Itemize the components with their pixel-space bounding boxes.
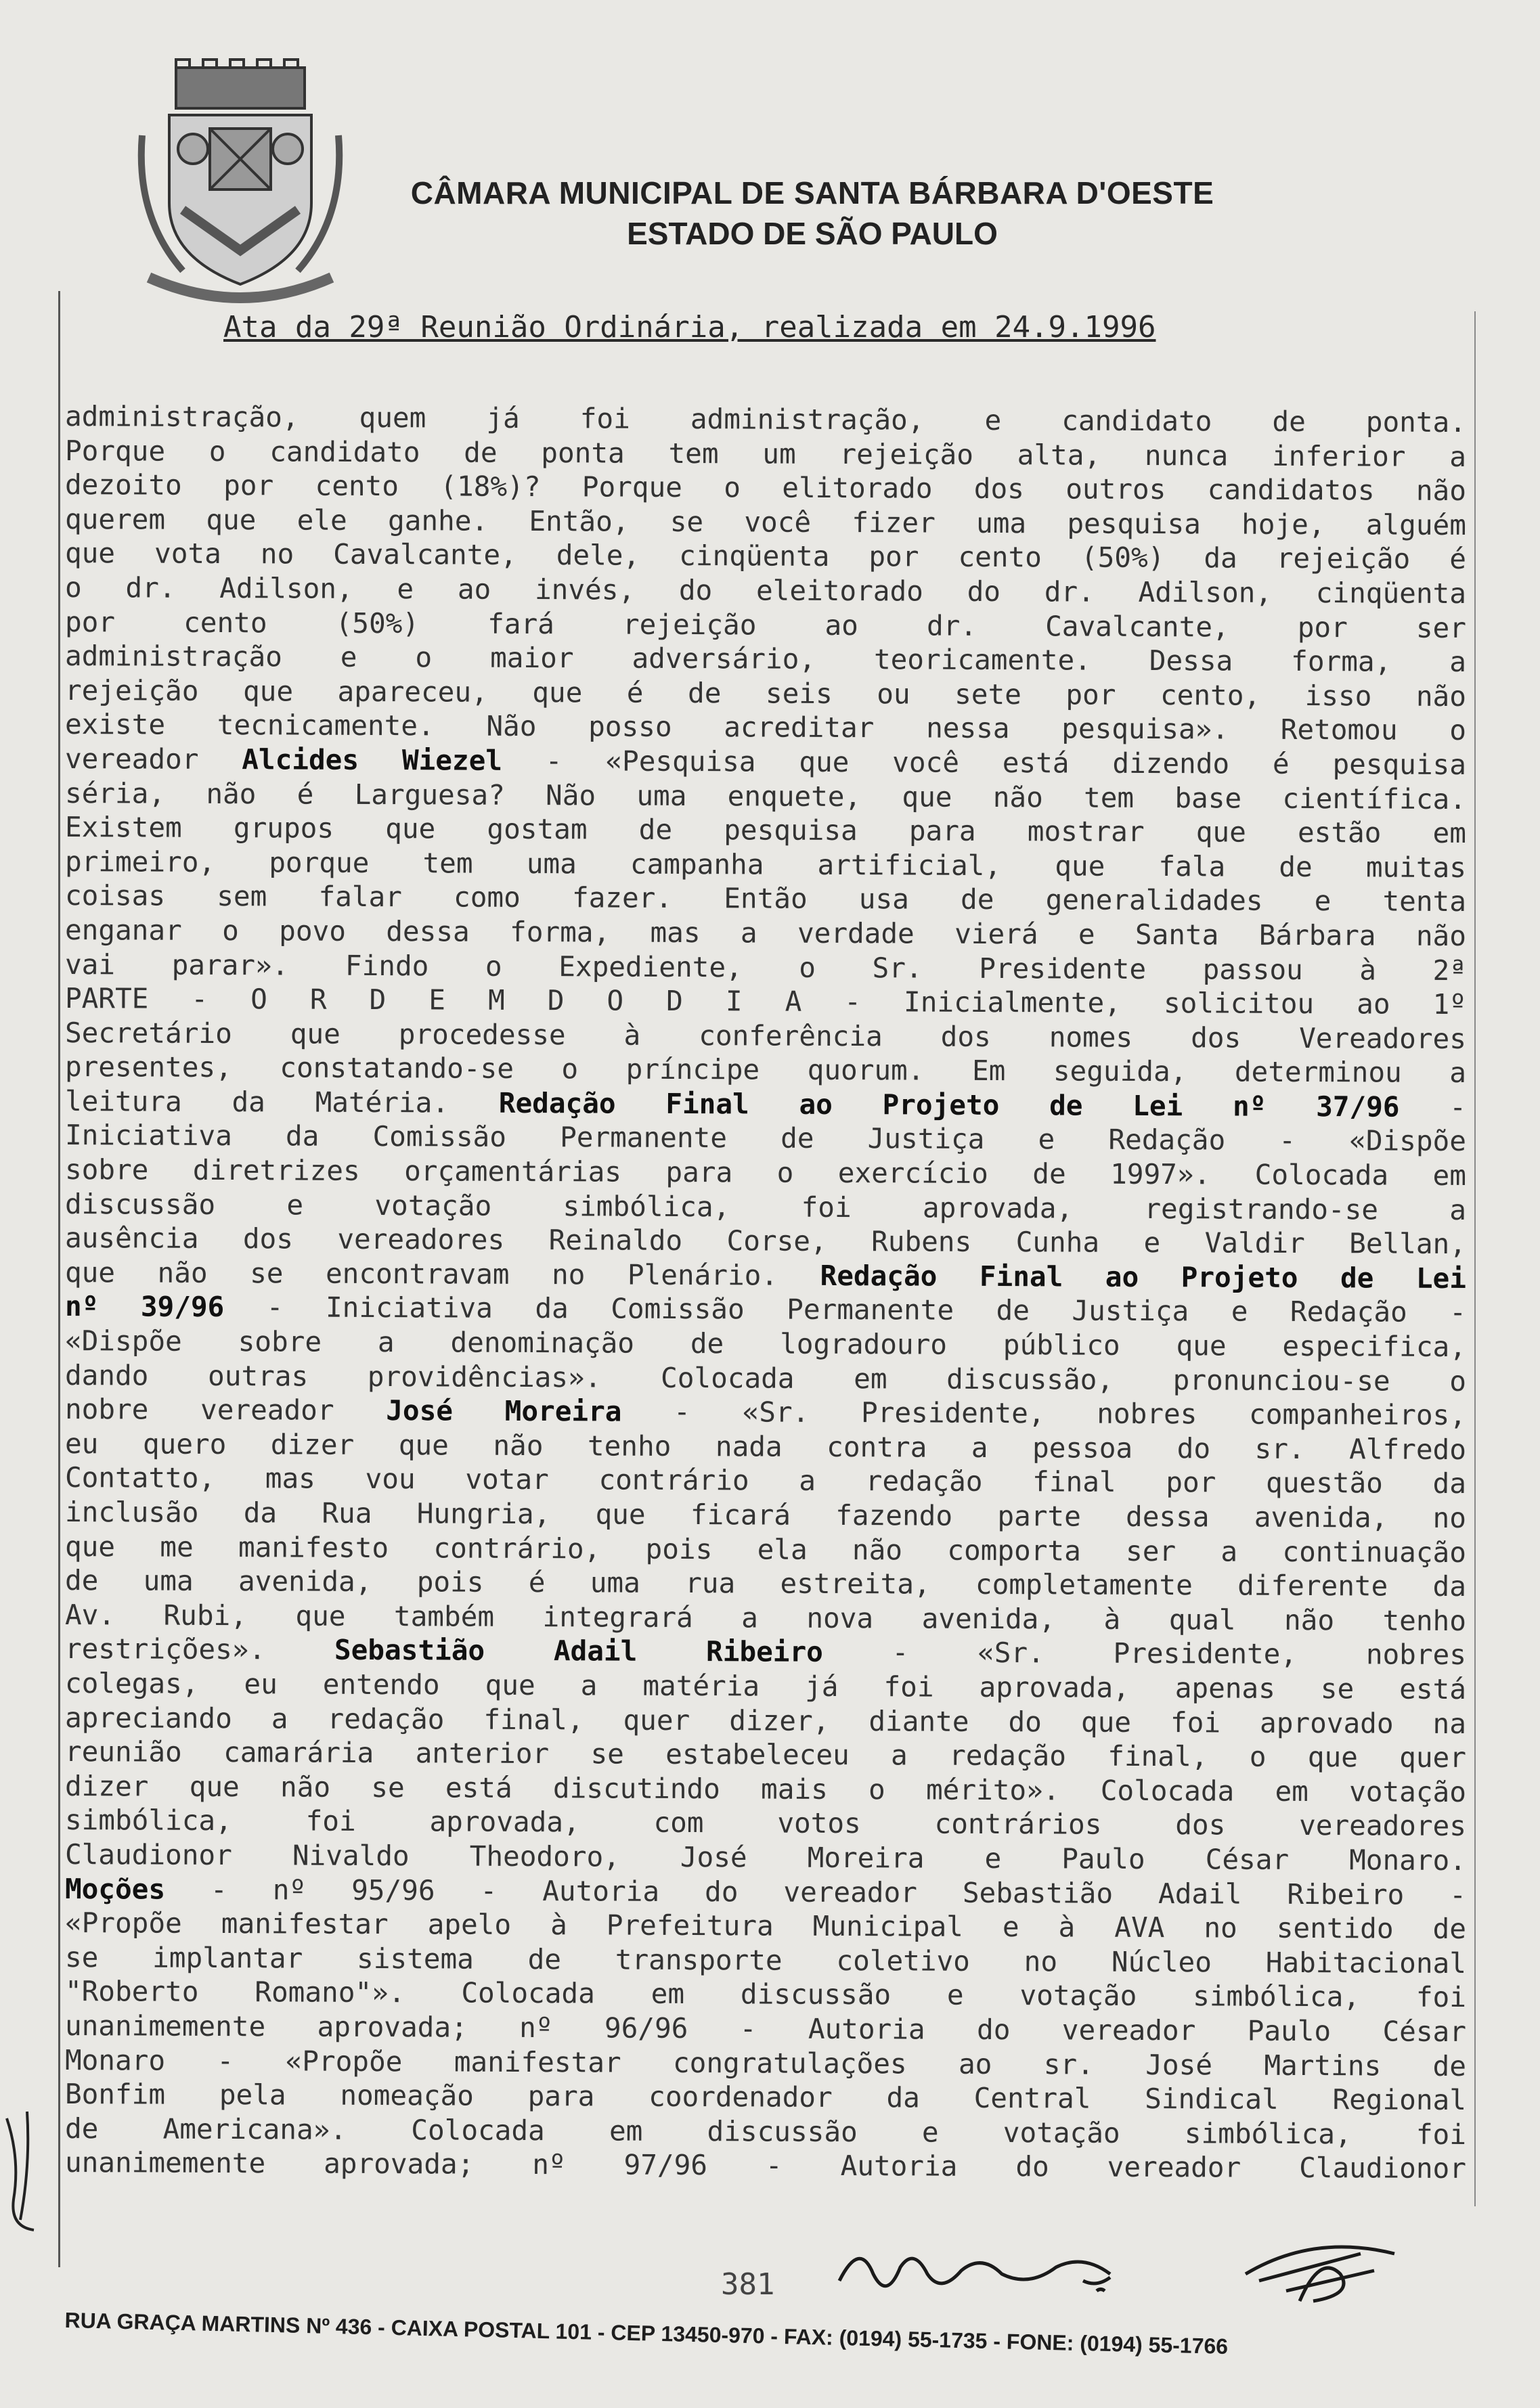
state-name: ESTADO DE SÃO PAULO bbox=[627, 216, 998, 251]
text-line bbox=[65, 742, 1466, 782]
text-segment: que vota no Cavalcante, dele, cinqüenta por cento (50%) da rejeição é bbox=[64, 537, 1467, 576]
text-line bbox=[65, 605, 1466, 646]
text-segment: rejeição que apareceu, que é de seis ou sete por cento, isso não bbox=[64, 673, 1467, 713]
text-line bbox=[65, 1803, 1466, 1844]
text-line bbox=[65, 2009, 1466, 2049]
text-segment: reunião camarária anterior se estabeleceu a redação final, o que quer bbox=[64, 1735, 1467, 1775]
text-line bbox=[65, 913, 1466, 954]
text-line bbox=[65, 1153, 1466, 1193]
text-segment: restrições». bbox=[64, 1632, 335, 1667]
text-segment: de uma avenida, pois é uma rua estreita, completamente diferente da bbox=[64, 1564, 1467, 1603]
institution-name: CÂMARA MUNICIPAL DE SANTA BÁRBARA D'OESTE bbox=[410, 175, 1214, 210]
text-segment: Porque o candidato de ponta tem um rejeição alta, nunca inferior a bbox=[64, 434, 1467, 473]
text-segment: - nº 95/96 - Autoria do vereador Sebastião Adail Ribeiro - bbox=[165, 1873, 1467, 1911]
text-segment: dando outras providências». Colocada em discussão, pronunciou-se o bbox=[64, 1358, 1467, 1398]
footer-address bbox=[65, 2301, 1487, 2382]
text-line bbox=[65, 1530, 1466, 1570]
text-line bbox=[65, 1461, 1466, 1501]
text-segment: - bbox=[1399, 1090, 1467, 1123]
text-line bbox=[65, 1906, 1466, 1946]
text-segment: por cento (50%) fará rejeição ao dr. Cavalcante, por ser bbox=[64, 605, 1467, 644]
text-segment: sobre diretrizes orçamentárias para o exercício de 1997». Colocada em bbox=[64, 1153, 1467, 1192]
text-segment: existe tecnicamente. Não posso acreditar nessa pesquisa». Retomou o bbox=[64, 708, 1467, 747]
text-segment: de Americana». Colocada em discussão e votação simbólica, foi bbox=[64, 2112, 1467, 2151]
text-segment: inclusão da Rua Hungria, que ficará fazendo parte dessa avenida, no bbox=[64, 1496, 1467, 1535]
text-segment: ausência dos vereadores Reinaldo Corse, Rubens Cunha e Valdir Bellan, bbox=[64, 1222, 1467, 1261]
text-line bbox=[65, 2043, 1466, 2084]
text-segment: leitura da Matéria. bbox=[64, 1084, 499, 1119]
footer-address-text: RUA GRAÇA MARTINS Nº 436 - CAIXA POSTAL 101 - CEP 13450-970 - FAX: (0194) 55-1735 - FONE: (0194) 55-1766 bbox=[64, 2308, 1229, 2359]
text-segment: - Iniciativa da Comissão Permanente de Justiça e Redação - bbox=[224, 1291, 1467, 1329]
text-line bbox=[65, 981, 1466, 1022]
page-number: 381 bbox=[721, 2267, 775, 2302]
margin-initials-mark bbox=[0, 2105, 54, 2233]
text-segment: coisas sem falar como fazer. Então usa de generalidades e tenta bbox=[64, 879, 1467, 918]
bold-heading: Redação Final ao Projeto de Lei nº 37/96 bbox=[498, 1086, 1400, 1123]
text-line bbox=[65, 1050, 1466, 1090]
text-segment: enganar o povo dessa forma, mas a verdade vierá e Santa Bárbara não bbox=[64, 913, 1467, 952]
text-line bbox=[65, 1358, 1466, 1399]
text-line bbox=[65, 1563, 1466, 1604]
text-segment: Av. Rubi, que também integrará a nova avenida, à qual não tenho bbox=[64, 1598, 1467, 1637]
text-segment: administração e o maior adversário, teoricamente. Dessa forma, a bbox=[64, 640, 1467, 679]
text-segment: Bonfim pela nomeação para coordenador da Central Sindical Regional bbox=[64, 2078, 1467, 2117]
text-segment: - «Pesquisa que você está dizendo é pesquisa bbox=[502, 744, 1467, 781]
right-margin-rule bbox=[1474, 311, 1476, 2206]
text-segment: unanimemente aprovada; nº 97/96 - Autoria do vereador Claudionor bbox=[64, 2146, 1467, 2185]
text-line bbox=[65, 1974, 1466, 2015]
text-line bbox=[65, 810, 1466, 851]
text-segment: eu quero dizer que não tenho nada contra a pessoa do sr. Alfredo bbox=[64, 1427, 1467, 1466]
text-segment: Contatto, mas vou votar contrário a redação final por questão da bbox=[64, 1461, 1467, 1500]
text-line bbox=[65, 776, 1466, 817]
coat-of-arms-seal bbox=[129, 54, 352, 311]
bold-heading: Redação Final ao Projeto de Lei bbox=[820, 1259, 1467, 1295]
text-line bbox=[65, 1221, 1466, 1262]
bold-heading: José Moreira bbox=[386, 1394, 622, 1428]
text-line bbox=[65, 434, 1466, 474]
text-segment: unanimemente aprovada; nº 96/96 - Autoria do vereador Paulo César bbox=[64, 2009, 1467, 2048]
text-line bbox=[65, 399, 1466, 440]
text-line bbox=[65, 1392, 1466, 1433]
text-line bbox=[65, 1187, 1466, 1228]
text-segment: vereador bbox=[64, 742, 242, 776]
text-segment: Claudionor Nivaldo Theodoro, José Moreira e Paulo César Monaro. bbox=[64, 1837, 1467, 1877]
text-segment: que não se encontravam no Plenário. bbox=[64, 1255, 820, 1292]
institution-heading bbox=[406, 175, 1218, 252]
text-line bbox=[65, 1632, 1466, 1672]
text-segment: - «Sr. Presidente, nobres bbox=[822, 1636, 1467, 1672]
text-line bbox=[65, 468, 1466, 508]
text-line bbox=[65, 536, 1466, 577]
text-segment: nobre vereador bbox=[64, 1393, 387, 1427]
text-segment: dizer que não se está discutindo mais o mérito». Colocada em votação bbox=[64, 1769, 1467, 1808]
text-line bbox=[65, 1735, 1466, 1775]
text-line bbox=[65, 878, 1466, 919]
bold-heading: Alcides Wiezel bbox=[242, 743, 503, 777]
text-segment: que me manifesto contrário, pois ela não comporta ser a continuação bbox=[64, 1530, 1467, 1569]
text-segment: - «Sr. Presidente, nobres companheiros, bbox=[621, 1395, 1467, 1432]
text-segment: simbólica, foi aprovada, com votos contrários dos vereadores bbox=[64, 1804, 1467, 1843]
text-line bbox=[65, 1837, 1466, 1878]
text-segment: presentes, constatando-se o príncipe quorum. Em seguida, determinou a bbox=[64, 1050, 1467, 1090]
text-line bbox=[65, 1495, 1466, 1536]
text-line bbox=[65, 639, 1466, 679]
text-segment: «Propõe manifestar apelo à Prefeitura Municipal e à AVA no sentido de bbox=[64, 1907, 1467, 1946]
text-segment: dezoito por cento (18%)? Porque o elitorado dos outros candidatos não bbox=[64, 468, 1467, 508]
text-segment: Monaro - «Propõe manifestar congratulações ao sr. José Martins de bbox=[64, 2043, 1467, 2082]
text-segment: PARTE - O R D E M D O D I A - Inicialmente, solicitou ao 1º bbox=[64, 982, 1467, 1021]
text-segment: «Dispõe sobre a denominação de logradouro público que especifica, bbox=[64, 1324, 1467, 1364]
text-segment: colegas, eu entendo que a matéria já foi aprovada, apenas se está bbox=[64, 1666, 1467, 1706]
text-line bbox=[65, 1701, 1466, 1741]
text-segment: séria, não é Larguesa? Não uma enquete, que não tem base científica. bbox=[64, 776, 1467, 816]
text-segment: se implantar sistema de transporte coletivo no Núcleo Habitacional bbox=[64, 1940, 1467, 1980]
text-segment: querem que ele ganhe. Então, se você fizer uma pesquisa hoje, alguém bbox=[64, 502, 1467, 541]
minutes-body bbox=[64, 399, 1467, 2185]
text-line bbox=[65, 1118, 1466, 1159]
minutes-title: Ata da 29ª Reunião Ordinária, realizada em 24.9.1996 bbox=[223, 310, 1156, 344]
bold-heading: Sebastião Adail Ribeiro bbox=[334, 1634, 823, 1669]
text-line bbox=[65, 1666, 1466, 1707]
bold-heading: nº 39/96 bbox=[64, 1290, 225, 1324]
text-line bbox=[65, 2145, 1466, 2186]
text-line bbox=[65, 707, 1466, 748]
text-segment: apreciando a redação final, quer dizer, diante do que foi aprovado na bbox=[64, 1701, 1467, 1740]
text-line bbox=[65, 947, 1466, 988]
text-segment: vai parar». Findo o Expediente, o Sr. Presidente passou à 2ª bbox=[64, 947, 1467, 987]
text-line bbox=[65, 1872, 1466, 1913]
text-segment: o dr. Adilson, e ao invés, do eleitorado do dr. Adilson, cinqüenta bbox=[64, 571, 1467, 610]
text-segment: Existem grupos que gostam de pesquisa para mostrar que estão em bbox=[64, 811, 1467, 850]
text-segment: discussão e votação simbólica, foi aprovada, registrando-se a bbox=[64, 1187, 1467, 1226]
text-segment: primeiro, porque tem uma campanha artificial, que fala de muitas bbox=[64, 845, 1467, 884]
text-line bbox=[65, 571, 1466, 611]
text-line bbox=[65, 1289, 1466, 1330]
left-margin-rule bbox=[58, 291, 60, 2267]
text-segment: administração, quem já foi administração, e candidato de ponta. bbox=[64, 400, 1467, 439]
text-segment: Iniciativa da Comissão Permanente de Justiça e Redação - «Dispõe bbox=[64, 1119, 1467, 1158]
text-segment: "Roberto Romano"». Colocada em discussão e votação simbólica, foi bbox=[64, 1975, 1467, 2014]
text-segment: Secretário que procedesse à conferência dos nomes dos Vereadores bbox=[64, 1016, 1467, 1055]
text-line bbox=[65, 1324, 1466, 1364]
text-line bbox=[65, 2077, 1466, 2118]
bold-heading: Moções bbox=[64, 1872, 166, 1906]
